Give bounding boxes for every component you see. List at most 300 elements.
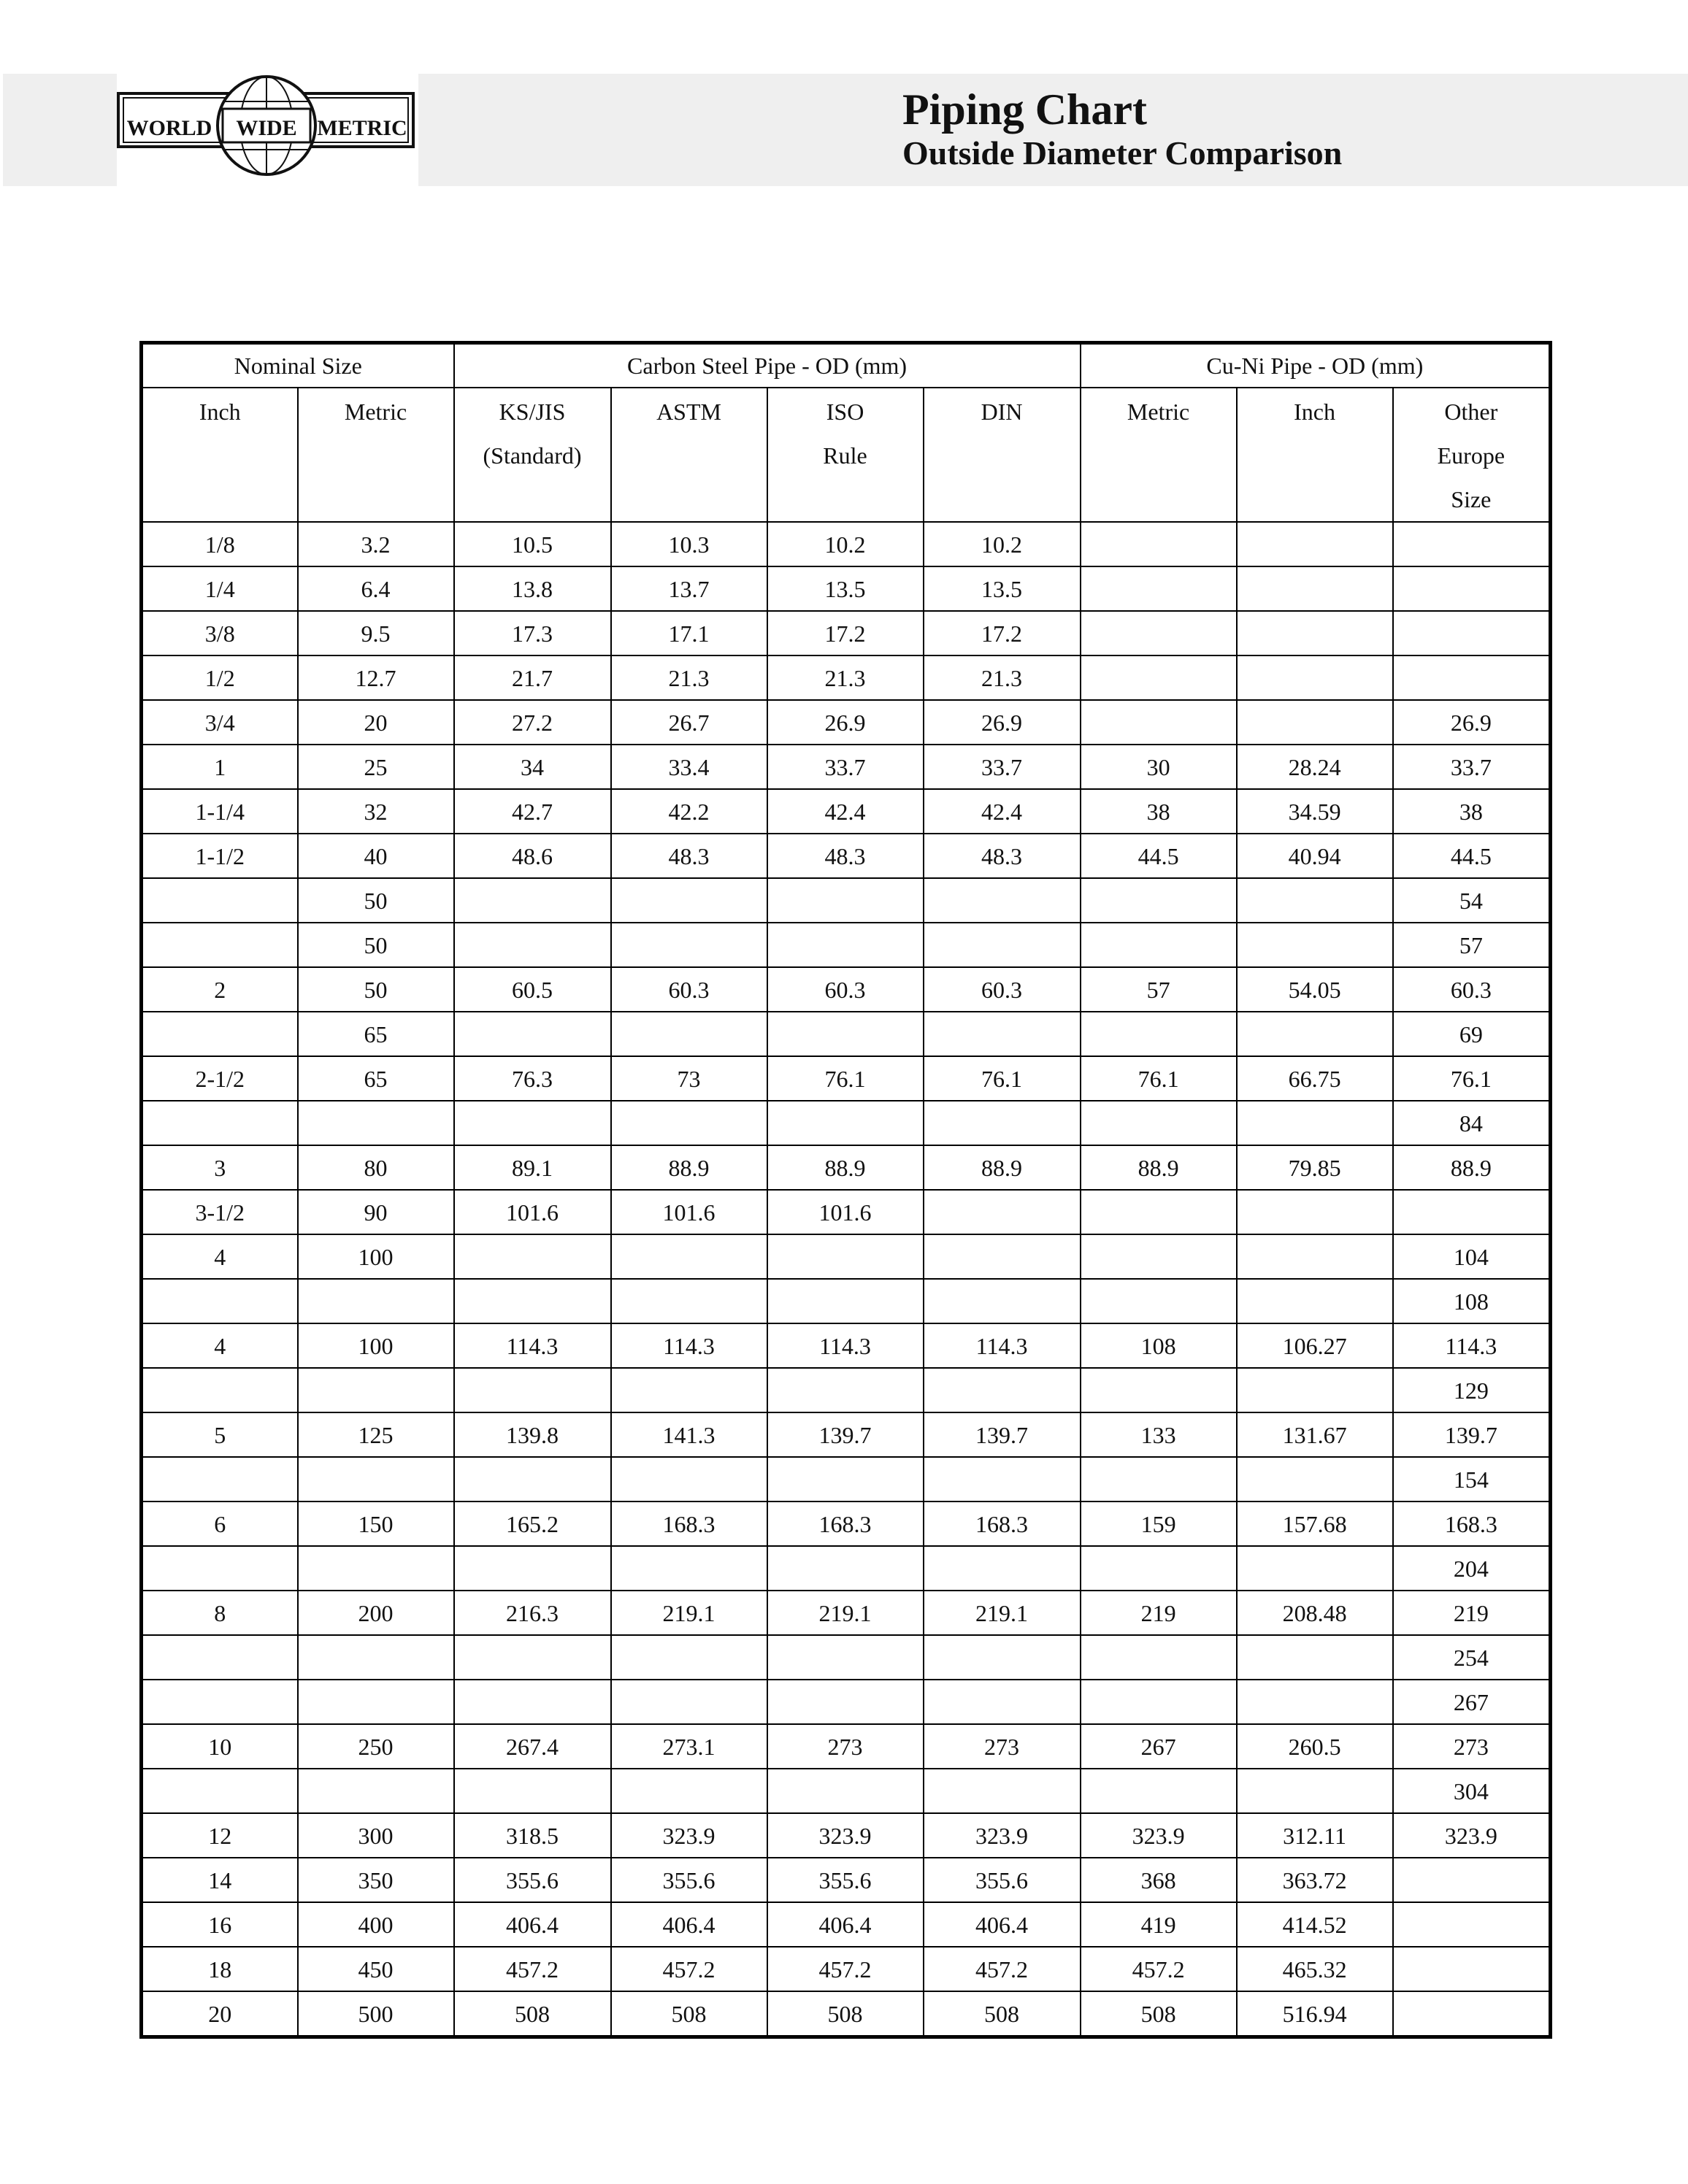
table-cell	[142, 1635, 298, 1680]
table-cell	[1081, 1457, 1237, 1502]
table-cell: 355.6	[767, 1858, 924, 1902]
table-cell	[1081, 1635, 1237, 1680]
table-cell: 414.52	[1237, 1902, 1393, 1947]
table-cell: 3-1/2	[142, 1190, 298, 1234]
table-cell: 139.8	[454, 1412, 611, 1457]
table-cell: 26.9	[1393, 700, 1551, 745]
table-cell: 88.9	[1081, 1145, 1237, 1190]
table-row	[142, 878, 1551, 923]
table-cell: 216.3	[454, 1591, 611, 1635]
table-cell: 355.6	[611, 1858, 767, 1902]
table-cell	[454, 1635, 611, 1680]
table-cell	[1393, 1858, 1551, 1902]
table-row	[142, 1279, 1551, 1323]
table-row	[142, 1813, 1551, 1858]
table-cell: 139.7	[1393, 1412, 1551, 1457]
sub-header-line: ASTM	[656, 399, 721, 425]
table-cell: 131.67	[1237, 1412, 1393, 1457]
table-cell: 79.85	[1237, 1145, 1393, 1190]
table-cell	[1237, 923, 1393, 967]
table-cell: 12.7	[298, 655, 454, 700]
table-cell: 76.1	[924, 1056, 1081, 1101]
table-cell	[454, 1546, 611, 1591]
table-cell	[142, 923, 298, 967]
table-cell: 300	[298, 1813, 454, 1858]
table-cell: 60.5	[454, 967, 611, 1012]
table-cell	[611, 1769, 767, 1813]
table-cell	[142, 1279, 298, 1323]
table-cell: 323.9	[1393, 1813, 1551, 1858]
table-cell: 3	[142, 1145, 298, 1190]
table-cell	[1393, 1947, 1551, 1991]
table-cell: 48.3	[924, 834, 1081, 878]
table-cell	[767, 1635, 924, 1680]
table-cell: 28.24	[1237, 745, 1393, 789]
table-cell	[611, 1279, 767, 1323]
table-cell: 6.4	[298, 566, 454, 611]
table-row	[142, 700, 1551, 745]
table-cell	[924, 1190, 1081, 1234]
table-cell: 65	[298, 1012, 454, 1056]
table-cell: 10.3	[611, 522, 767, 566]
table-cell	[142, 878, 298, 923]
table-cell	[1081, 1234, 1237, 1279]
table-cell	[298, 1769, 454, 1813]
table-cell	[298, 1635, 454, 1680]
table-cell: 1/8	[142, 522, 298, 566]
table-cell	[924, 1769, 1081, 1813]
sub-header-line: Inch	[199, 399, 241, 425]
table-cell	[611, 1680, 767, 1724]
table-cell: 323.9	[924, 1813, 1081, 1858]
table-row	[142, 1145, 1551, 1190]
table-cell: 114.3	[611, 1323, 767, 1368]
sub-header-line: ISO	[826, 399, 864, 425]
table-cell: 168.3	[1393, 1502, 1551, 1546]
table-cell: 57	[1393, 923, 1551, 967]
table-cell	[298, 1368, 454, 1412]
table-cell: 508	[767, 1991, 924, 2037]
table-cell: 73	[611, 1056, 767, 1101]
sub-header-line: Metric	[1127, 399, 1190, 425]
sub-header-iso	[767, 388, 924, 522]
table-cell	[1081, 1680, 1237, 1724]
table-cell: 8	[142, 1591, 298, 1635]
table-cell: 1	[142, 745, 298, 789]
table-row	[142, 1546, 1551, 1591]
table-cell	[454, 1680, 611, 1724]
table-cell: 18	[142, 1947, 298, 1991]
table-cell	[1237, 1234, 1393, 1279]
table-cell: 457.2	[767, 1947, 924, 1991]
table-cell: 33.7	[1393, 745, 1551, 789]
header-band-left	[3, 74, 117, 186]
sub-header-row	[142, 388, 1551, 522]
table-cell: 13.7	[611, 566, 767, 611]
table-cell: 355.6	[924, 1858, 1081, 1902]
table-cell: 34.59	[1237, 789, 1393, 834]
table-cell: 104	[1393, 1234, 1551, 1279]
table-cell: 40	[298, 834, 454, 878]
table-row	[142, 1368, 1551, 1412]
table-cell: 13.5	[767, 566, 924, 611]
table-cell: 10.5	[454, 522, 611, 566]
table-cell: 304	[1393, 1769, 1551, 1813]
table-cell: 42.2	[611, 789, 767, 834]
piping-chart-table	[139, 341, 1552, 2039]
table-cell	[924, 1012, 1081, 1056]
table-cell: 13.8	[454, 566, 611, 611]
table-cell: 57	[1081, 967, 1237, 1012]
table-cell	[611, 923, 767, 967]
sub-header-astm	[611, 388, 767, 522]
table-cell: 508	[454, 1991, 611, 2037]
sub-header-other-europe-size	[1393, 388, 1551, 522]
table-row	[142, 1635, 1551, 1680]
table-cell	[1237, 878, 1393, 923]
table-cell: 2	[142, 967, 298, 1012]
table-cell	[1237, 1769, 1393, 1813]
table-cell	[1237, 655, 1393, 700]
table-row	[142, 1323, 1551, 1368]
table-cell: 406.4	[611, 1902, 767, 1947]
table-cell: 168.3	[924, 1502, 1081, 1546]
table-cell	[611, 878, 767, 923]
table-cell: 17.2	[767, 611, 924, 655]
table-cell	[1237, 611, 1393, 655]
table-cell: 219	[1081, 1591, 1237, 1635]
table-cell	[1237, 566, 1393, 611]
sub-header-line: (Standard)	[483, 442, 582, 469]
table-cell: 38	[1081, 789, 1237, 834]
table-row	[142, 967, 1551, 1012]
table-cell: 406.4	[924, 1902, 1081, 1947]
table-cell	[611, 1457, 767, 1502]
table-cell	[1237, 522, 1393, 566]
table-cell: 26.7	[611, 700, 767, 745]
table-cell: 200	[298, 1591, 454, 1635]
table-cell	[454, 1101, 611, 1145]
table-cell: 323.9	[611, 1813, 767, 1858]
table-cell	[1081, 1769, 1237, 1813]
table-cell	[454, 1457, 611, 1502]
table-cell	[454, 1368, 611, 1412]
table-cell: 457.2	[454, 1947, 611, 1991]
table-cell: 219.1	[767, 1591, 924, 1635]
table-cell	[767, 1234, 924, 1279]
table-cell: 114.3	[454, 1323, 611, 1368]
table-row	[142, 1902, 1551, 1947]
table-cell: 204	[1393, 1546, 1551, 1591]
table-cell	[454, 1012, 611, 1056]
table-cell: 208.48	[1237, 1591, 1393, 1635]
table-row	[142, 1858, 1551, 1902]
table-cell: 108	[1393, 1279, 1551, 1323]
table-cell: 4	[142, 1234, 298, 1279]
table-cell	[924, 1101, 1081, 1145]
table-cell: 101.6	[767, 1190, 924, 1234]
table-cell	[1393, 1190, 1551, 1234]
table-row	[142, 1947, 1551, 1991]
table-cell: 60.3	[924, 967, 1081, 1012]
table-cell: 44.5	[1393, 834, 1551, 878]
table-cell: 76.3	[454, 1056, 611, 1101]
table-cell: 17.3	[454, 611, 611, 655]
table-cell: 141.3	[611, 1412, 767, 1457]
table-cell	[454, 1279, 611, 1323]
table-cell: 323.9	[1081, 1813, 1237, 1858]
table-cell: 48.3	[611, 834, 767, 878]
table-cell: 89.1	[454, 1145, 611, 1190]
table-cell: 323.9	[767, 1813, 924, 1858]
table-cell: 33.7	[767, 745, 924, 789]
group-header-row	[142, 343, 1551, 388]
table-cell: 273	[924, 1724, 1081, 1769]
table-cell	[1081, 655, 1237, 700]
table-cell: 80	[298, 1145, 454, 1190]
table-cell: 363.72	[1237, 1858, 1393, 1902]
table-cell: 1/4	[142, 566, 298, 611]
table-cell: 273.1	[611, 1724, 767, 1769]
table-row	[142, 1412, 1551, 1457]
table-cell: 318.5	[454, 1813, 611, 1858]
table-row	[142, 611, 1551, 655]
table-cell: 13.5	[924, 566, 1081, 611]
table-cell: 457.2	[924, 1947, 1081, 1991]
table-cell: 219.1	[611, 1591, 767, 1635]
table-cell	[142, 1368, 298, 1412]
table-cell	[1237, 1546, 1393, 1591]
table-cell: 1/2	[142, 655, 298, 700]
table-cell: 250	[298, 1724, 454, 1769]
table-cell: 114.3	[924, 1323, 1081, 1368]
table-cell	[611, 1368, 767, 1412]
table-cell: 106.27	[1237, 1323, 1393, 1368]
table-cell: 3.2	[298, 522, 454, 566]
table-cell: 3/8	[142, 611, 298, 655]
table-cell: 101.6	[454, 1190, 611, 1234]
table-cell	[1237, 1368, 1393, 1412]
table-cell	[1081, 923, 1237, 967]
table-cell: 508	[611, 1991, 767, 2037]
world-wide-metric-logo	[117, 74, 418, 186]
table-cell	[1237, 1457, 1393, 1502]
table-cell: 20	[298, 700, 454, 745]
table-cell: 30	[1081, 745, 1237, 789]
table-cell	[298, 1279, 454, 1323]
table-cell: 21.3	[924, 655, 1081, 700]
table-cell	[298, 1101, 454, 1145]
table-cell: 76.1	[767, 1056, 924, 1101]
sub-header-din	[924, 388, 1081, 522]
table-body	[142, 522, 1551, 2037]
table-cell	[1081, 878, 1237, 923]
table-cell: 26.9	[924, 700, 1081, 745]
table-cell	[1081, 1279, 1237, 1323]
table-cell	[767, 1012, 924, 1056]
sub-header-line: Size	[1451, 486, 1492, 512]
table-row	[142, 1769, 1551, 1813]
table-cell: 457.2	[1081, 1947, 1237, 1991]
group-header-carbon-steel: Carbon Steel Pipe - OD (mm)	[454, 343, 1081, 388]
table-cell: 157.68	[1237, 1502, 1393, 1546]
table-row	[142, 1724, 1551, 1769]
table-cell	[454, 923, 611, 967]
table-cell: 42.4	[924, 789, 1081, 834]
table-cell: 5	[142, 1412, 298, 1457]
table-cell	[298, 1457, 454, 1502]
table-cell: 6	[142, 1502, 298, 1546]
table-cell	[142, 1457, 298, 1502]
table-cell	[611, 1012, 767, 1056]
table-row	[142, 1101, 1551, 1145]
table-cell	[1237, 1190, 1393, 1234]
table-cell	[611, 1635, 767, 1680]
table-cell	[1081, 522, 1237, 566]
table-cell	[1081, 1190, 1237, 1234]
table-cell: 101.6	[611, 1190, 767, 1234]
table-cell: 267	[1081, 1724, 1237, 1769]
table-cell	[454, 878, 611, 923]
table-cell: 100	[298, 1323, 454, 1368]
table-cell	[1393, 655, 1551, 700]
sub-header-line: DIN	[981, 399, 1023, 425]
table-row	[142, 522, 1551, 566]
table-cell: 50	[298, 967, 454, 1012]
table-cell	[1393, 611, 1551, 655]
table-cell: 3/4	[142, 700, 298, 745]
table-cell	[924, 1234, 1081, 1279]
table-row	[142, 1190, 1551, 1234]
table-cell	[1393, 1991, 1551, 2037]
table-cell: 88.9	[924, 1145, 1081, 1190]
sub-header-line: Other	[1444, 399, 1498, 425]
table-cell: 219.1	[924, 1591, 1081, 1635]
table-cell: 84	[1393, 1101, 1551, 1145]
table-cell: 312.11	[1237, 1813, 1393, 1858]
table-cell	[142, 1769, 298, 1813]
table-cell: 54	[1393, 878, 1551, 923]
table-cell	[1237, 1680, 1393, 1724]
table-cell: 21.3	[611, 655, 767, 700]
table-cell: 139.7	[924, 1412, 1081, 1457]
table-cell	[924, 1546, 1081, 1591]
table-cell	[142, 1546, 298, 1591]
table-cell	[1237, 700, 1393, 745]
logo-graphic	[117, 74, 418, 186]
table-row	[142, 1991, 1551, 2037]
table-cell	[298, 1546, 454, 1591]
table-cell: 10.2	[767, 522, 924, 566]
table-cell: 406.4	[767, 1902, 924, 1947]
table-cell	[1393, 522, 1551, 566]
table-row	[142, 1502, 1551, 1546]
table-row	[142, 1234, 1551, 1279]
table-cell: 10	[142, 1724, 298, 1769]
table-cell	[611, 1101, 767, 1145]
table-cell	[767, 1680, 924, 1724]
table-cell	[767, 1279, 924, 1323]
table-cell	[454, 1234, 611, 1279]
table-cell: 165.2	[454, 1502, 611, 1546]
table-cell: 273	[1393, 1724, 1551, 1769]
table-cell: 21.7	[454, 655, 611, 700]
table-cell: 50	[298, 923, 454, 967]
logo-word-metric: METRIC	[317, 116, 407, 140]
table-cell: 1-1/4	[142, 789, 298, 834]
table-cell	[454, 1769, 611, 1813]
table-cell	[924, 1279, 1081, 1323]
table-cell: 26.9	[767, 700, 924, 745]
table-cell: 139.7	[767, 1412, 924, 1457]
table-cell	[924, 1635, 1081, 1680]
table-cell: 69	[1393, 1012, 1551, 1056]
table-cell	[767, 923, 924, 967]
table-cell: 168.3	[767, 1502, 924, 1546]
table-cell	[1081, 566, 1237, 611]
table-row	[142, 1056, 1551, 1101]
sub-header-ks-jis	[454, 388, 611, 522]
table-cell	[1237, 1635, 1393, 1680]
table-cell	[142, 1012, 298, 1056]
table-cell: 508	[924, 1991, 1081, 2037]
table-cell: 17.2	[924, 611, 1081, 655]
table-cell: 76.1	[1081, 1056, 1237, 1101]
table-cell: 33.4	[611, 745, 767, 789]
table-cell: 33.7	[924, 745, 1081, 789]
table-cell	[1393, 566, 1551, 611]
table-cell	[1081, 1012, 1237, 1056]
table-cell: 10.2	[924, 522, 1081, 566]
table-cell	[1081, 611, 1237, 655]
table-cell: 355.6	[454, 1858, 611, 1902]
table-cell	[1393, 1902, 1551, 1947]
table-cell	[767, 1769, 924, 1813]
table-cell	[924, 1368, 1081, 1412]
page-subtitle: Outside Diameter Comparison	[902, 134, 1343, 172]
table-cell: 400	[298, 1902, 454, 1947]
table-cell: 168.3	[611, 1502, 767, 1546]
table-cell: 42.7	[454, 789, 611, 834]
table-cell: 159	[1081, 1502, 1237, 1546]
table-cell: 419	[1081, 1902, 1237, 1947]
table-cell: 508	[1081, 1991, 1237, 2037]
table-cell: 88.9	[767, 1145, 924, 1190]
group-header-cu-ni: Cu-Ni Pipe - OD (mm)	[1081, 343, 1551, 388]
table-cell: 17.1	[611, 611, 767, 655]
table-cell: 260.5	[1237, 1724, 1393, 1769]
table-cell	[142, 1680, 298, 1724]
table-cell: 34	[454, 745, 611, 789]
table-cell	[767, 878, 924, 923]
sub-header-line: Europe	[1437, 442, 1505, 469]
table-cell: 88.9	[1393, 1145, 1551, 1190]
sub-header-inch	[142, 388, 298, 522]
table-cell: 14	[142, 1858, 298, 1902]
table-cell: 154	[1393, 1457, 1551, 1502]
table-cell: 32	[298, 789, 454, 834]
table-cell	[611, 1546, 767, 1591]
table-row	[142, 923, 1551, 967]
table-cell: 114.3	[767, 1323, 924, 1368]
table-cell: 100	[298, 1234, 454, 1279]
table-cell: 65	[298, 1056, 454, 1101]
table-cell	[1237, 1012, 1393, 1056]
table-row	[142, 1012, 1551, 1056]
table-cell: 60.3	[1393, 967, 1551, 1012]
table-cell: 38	[1393, 789, 1551, 834]
table-cell: 406.4	[454, 1902, 611, 1947]
